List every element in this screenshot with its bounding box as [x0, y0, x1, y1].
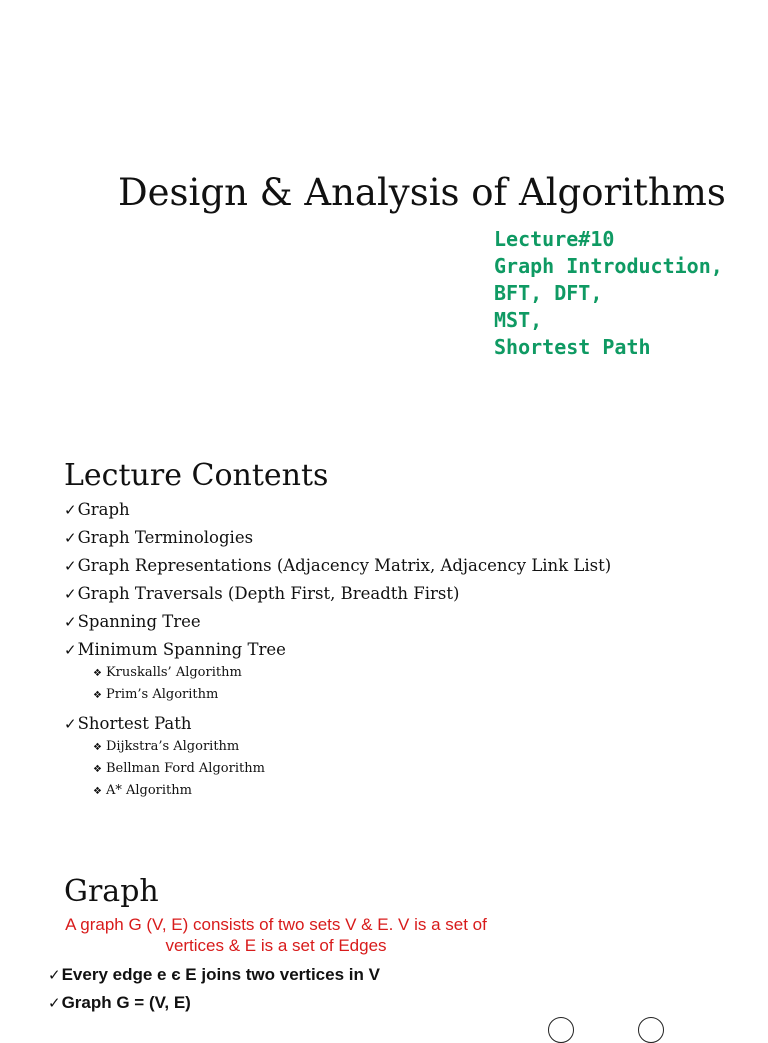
contents-item — [64, 524, 611, 552]
subtitle-line: Shortest Path — [494, 335, 651, 359]
contents-sub-item — [93, 758, 611, 780]
contents-item-label: Spanning Tree — [77, 612, 201, 631]
diamond-icon: ❖ — [93, 742, 102, 753]
diamond-icon: ❖ — [93, 764, 102, 775]
slide-title: Design & Analysis of Algorithms — [118, 171, 726, 214]
check-icon: ✓ — [64, 715, 77, 733]
diamond-icon: ❖ — [93, 786, 102, 797]
contents-item — [64, 580, 611, 608]
graph-node-circle — [638, 1017, 664, 1043]
contents-sub-item-label: Prim’s Algorithm — [105, 687, 219, 702]
contents-item-label: Shortest Path — [77, 714, 192, 733]
subtitle-line: BFT, DFT, — [494, 281, 603, 305]
contents-sub-item — [93, 736, 611, 758]
contents-sub-item — [93, 662, 611, 684]
subtitle-line: MST, — [494, 308, 543, 332]
subtitle-line: Lecture#10 — [494, 227, 615, 251]
contents-sub-item-label: Kruskalls’ Algorithm — [105, 665, 242, 680]
contents-item — [64, 710, 611, 802]
contents-sub-item — [93, 780, 611, 802]
contents-sub-item — [93, 684, 611, 706]
contents-sub-list — [64, 736, 611, 802]
check-icon: ✓ — [64, 557, 77, 575]
diamond-icon: ❖ — [93, 690, 102, 701]
graph-bullet-label: Every edge e є E joins two vertices in V — [61, 965, 380, 984]
diamond-icon: ❖ — [93, 668, 102, 679]
subtitle-line: Graph Introduction, — [494, 254, 723, 278]
check-icon: ✓ — [64, 585, 77, 603]
check-icon: ✓ — [64, 529, 77, 547]
graph-bullet-label: Graph G = (V, E) — [61, 993, 191, 1012]
graph-heading: Graph — [64, 874, 159, 909]
contents-item — [64, 636, 611, 706]
graph-bullet — [48, 989, 380, 1017]
contents-list — [64, 496, 611, 806]
contents-sub-item-label: Dijkstra’s Algorithm — [105, 739, 240, 754]
contents-sub-item-label: A* Algorithm — [105, 783, 192, 798]
check-icon: ✓ — [64, 501, 77, 519]
contents-item-label: Graph Traversals (Depth First, Breadth First) — [77, 584, 460, 603]
check-icon: ✓ — [48, 994, 61, 1012]
contents-item-label: Graph — [77, 500, 130, 519]
check-icon: ✓ — [64, 613, 77, 631]
contents-item-label: Graph Representations (Adjacency Matrix, Adjacency Link List) — [77, 556, 612, 575]
graph-node-circle — [548, 1017, 574, 1043]
contents-item-label: Graph Terminologies — [77, 528, 254, 547]
check-icon: ✓ — [64, 641, 77, 659]
contents-heading: Lecture Contents — [64, 458, 329, 493]
contents-sub-item-label: Bellman Ford Algorithm — [105, 761, 265, 776]
contents-item — [64, 552, 611, 580]
contents-sub-list — [64, 662, 611, 706]
graph-bullet — [48, 961, 380, 989]
check-icon: ✓ — [48, 966, 61, 984]
lecture-subtitle — [494, 226, 723, 361]
contents-item — [64, 608, 611, 636]
graph-bullet-list — [48, 961, 380, 1017]
contents-item-label: Minimum Spanning Tree — [77, 640, 286, 659]
contents-item — [64, 496, 611, 524]
graph-definition: A graph G (V, E) consists of two sets V & E. V is a set of vertices & E is a set of Edges — [65, 915, 487, 955]
